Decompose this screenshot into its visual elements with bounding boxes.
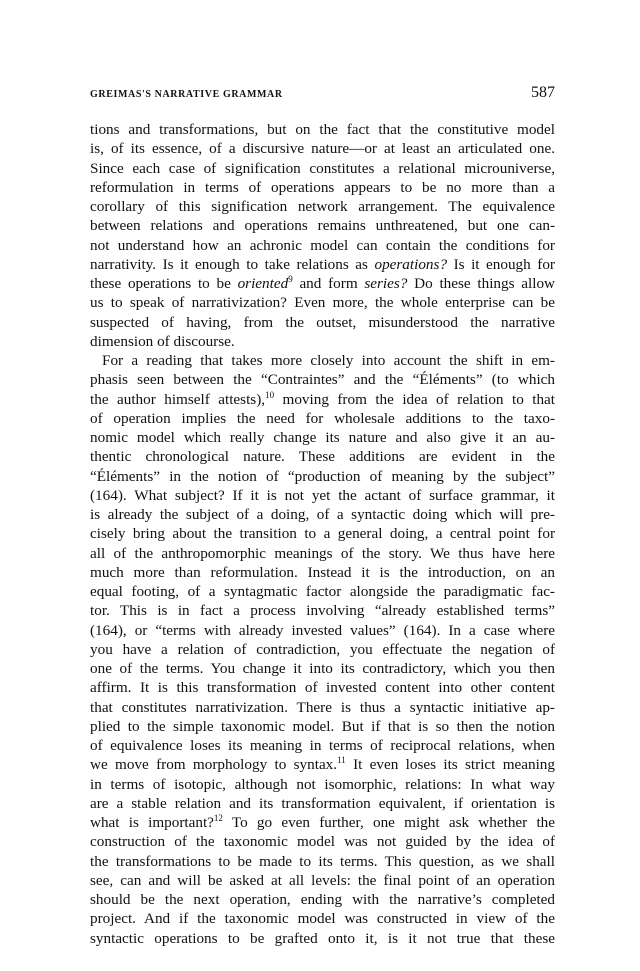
emphasis-series: series? xyxy=(364,275,408,292)
text-run: moving from the idea of relation to that xyxy=(274,390,555,408)
text-line xyxy=(90,255,555,274)
text-line: us to speak of narrativization? Even more, the whole enterprise can be xyxy=(90,294,555,312)
text-line: “Éléments” in the notion of “production of meaning by the subject” xyxy=(90,467,555,485)
text-line xyxy=(90,390,555,409)
text-line: (164). What subject? If it is not yet the actant of surface grammar, it xyxy=(90,486,555,504)
emphasis-operations: operations? xyxy=(374,255,448,273)
text-line: of operation implies the need for wholesale additions to the taxo- xyxy=(90,409,555,427)
footnote-ref-10[interactable]: 10 xyxy=(265,389,275,400)
text-line: is already the subject of a doing, of a syntactic doing which will pre- xyxy=(90,506,555,523)
text-line: the transformations to be made to its terms. This question, as we shall xyxy=(90,852,555,870)
text-line: Since each case of signification constitutes a relational microuniverse, xyxy=(90,159,555,177)
text-line: construction of the taxonomic model was not guided by the idea of xyxy=(90,833,555,851)
footnote-ref-12[interactable]: 12 xyxy=(213,813,223,823)
text-line: you have a relation of contradiction, you effectuate the negation of xyxy=(90,640,555,658)
text-run: Is it enough for xyxy=(447,255,555,273)
text-line: much more than reformulation. Instead it is the introduction, on an xyxy=(90,563,555,581)
text-line xyxy=(90,755,555,774)
text-line: in terms of isotopic, although not isomorphic, relations: In what way xyxy=(90,775,555,793)
text-line: dimension of discourse. xyxy=(90,332,235,350)
text-line: tor. This is in fact a process involving “already established terms” xyxy=(90,602,555,620)
footnote-ref-9[interactable]: 9 xyxy=(288,274,293,284)
text-line: not understand how an achronic model can contain the conditions for xyxy=(90,236,555,254)
text-line: cisely bring about the transition to a general doing, a central point for xyxy=(90,525,555,543)
text-run: the author himself attests), xyxy=(90,390,266,408)
text-line: should be the next operation, ending with the narrative’s completed xyxy=(90,891,555,908)
text-line: is, of its essence, of a discursive nature—or at least an articulated one. xyxy=(90,140,555,158)
text-line: nomic model which really change its nature and also give it an au- xyxy=(90,429,555,446)
text-line: of equivalence loses its meaning in terms of reciprocal relations, when xyxy=(90,737,555,754)
footnote-ref-11[interactable]: 11 xyxy=(337,755,346,766)
text-line: plied to the simple taxonomic model. But if that is so then the notion xyxy=(90,717,555,735)
text-line: thentic chronological nature. These additions are evident in the xyxy=(90,448,555,466)
emphasis-oriented: oriented xyxy=(237,275,289,292)
running-header xyxy=(90,84,555,104)
text-run: It even loses its strict meaning xyxy=(345,756,555,774)
text-line: between relations and operations remains unthreatened, but one can- xyxy=(90,217,555,235)
body-text xyxy=(90,120,555,948)
text-line: equal footing, of a syntagmatic factor alongside the paradigmatic fac- xyxy=(90,583,555,600)
text-line xyxy=(90,813,555,832)
paragraph-first-line: For a reading that takes more closely into account the shift in em- xyxy=(102,352,555,369)
page-number: 587 xyxy=(531,84,555,101)
text-line xyxy=(90,274,555,293)
text-line: one of the terms. You change it into its contradictory, which you then xyxy=(90,660,555,677)
text-run: we move from morphology to syntax. xyxy=(90,756,338,774)
text-run: To go even further, one might ask whether the xyxy=(222,814,555,831)
running-title: GREIMAS'S NARRATIVE GRAMMAR xyxy=(90,89,283,100)
text-line: syntactic operations to be grafted onto it, is it not true that these xyxy=(90,929,555,947)
text-line: project. And if the taxonomic model was constructed in view of the xyxy=(90,910,555,928)
text-run: these operations to be xyxy=(90,275,238,292)
text-run: what is important? xyxy=(90,814,214,831)
text-line: tions and transformations, but on the fact that the constitutive model xyxy=(90,121,555,138)
text-line: suspected of having, from the outset, misunderstood the narrative xyxy=(90,313,555,331)
text-line: phasis seen between the “Contraintes” and the “Éléments” (to which xyxy=(90,371,555,389)
text-line: affirm. It is this transformation of invested content into other content xyxy=(90,679,555,697)
text-line: are a stable relation and its transformation equivalent, if orientation is xyxy=(90,794,555,812)
text-run: Do these things allow xyxy=(407,275,555,292)
text-line: reformulation in terms of operations appears to be no more than a xyxy=(90,178,555,196)
text-run: and form xyxy=(292,275,365,292)
text-line: that constitutes narrativization. There is thus a syntactic initiative ap- xyxy=(90,698,555,716)
text-line: see, can and will be asked at all levels: the final point of an operation xyxy=(90,871,555,889)
text-line: corollary of this signification network arrangement. The equivalence xyxy=(90,198,555,215)
text-line: (164), or “terms with already invested values” (164). In a case where xyxy=(90,621,555,639)
text-run: narrativity. Is it enough to take relations as xyxy=(90,255,375,273)
text-line: all of the anthropomorphic meanings of the story. We thus have here xyxy=(90,544,555,562)
